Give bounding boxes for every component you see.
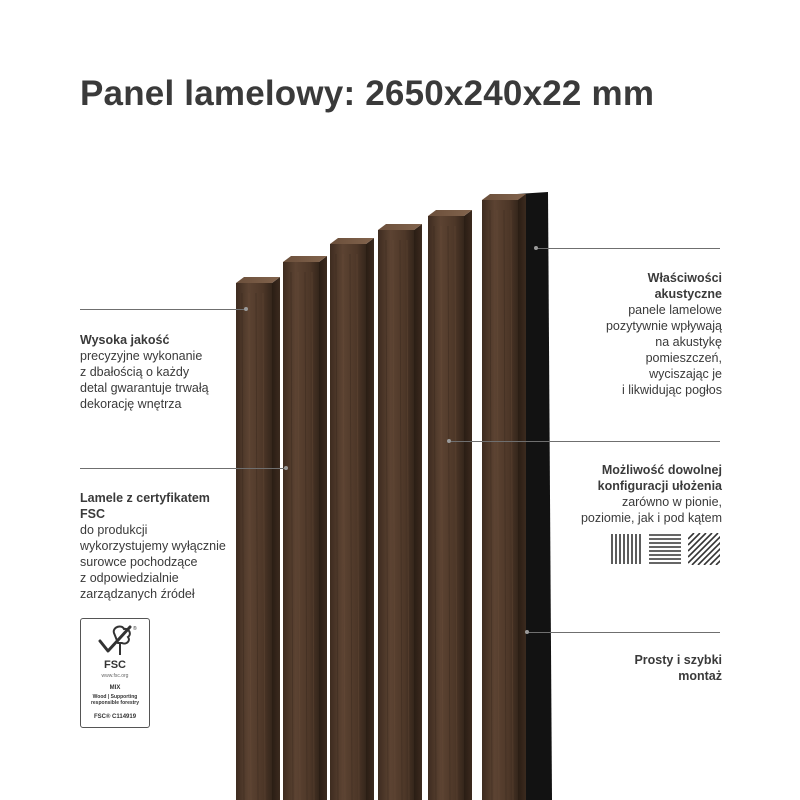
fsc-website: www.fsc.org bbox=[101, 673, 129, 679]
wood-slat-side bbox=[319, 256, 327, 800]
feature-heading-line: Lamele z certyfikatem bbox=[80, 491, 210, 505]
feature-heading-line: montaż bbox=[678, 669, 722, 683]
feature-mounting bbox=[532, 652, 722, 684]
feature-text-line: poziomie, jak i pod kątem bbox=[580, 511, 722, 525]
feature-text-line: wyciszając je bbox=[649, 367, 722, 381]
feature-heading-line: konfiguracji ułożenia bbox=[597, 479, 722, 493]
feature-configuration bbox=[532, 462, 722, 526]
wood-slat bbox=[428, 216, 464, 800]
leader-dot-quality bbox=[244, 307, 248, 311]
fsc-description: Wood | Supporting responsible forestry bbox=[90, 694, 140, 706]
svg-text:®: ® bbox=[133, 626, 137, 632]
vertical-lines-icon bbox=[612, 534, 640, 564]
leader-line-fsc bbox=[80, 468, 285, 469]
fsc-type: MIX bbox=[109, 685, 121, 691]
feature-text-line: detal gwarantuje trwałą bbox=[80, 381, 209, 395]
wood-slat-side bbox=[414, 224, 422, 800]
leader-dot-acoustic bbox=[534, 246, 538, 250]
feature-fsc bbox=[80, 490, 250, 602]
fsc-tree-check-icon bbox=[94, 623, 138, 659]
feature-quality bbox=[80, 332, 250, 412]
feature-text-line: do produkcji bbox=[80, 523, 148, 537]
feature-text-line: pomieszczeń, bbox=[645, 351, 722, 365]
page-title: Panel lamelowy: 2650x240x22 mm bbox=[80, 74, 655, 113]
feature-heading-line: akustyczne bbox=[654, 287, 722, 301]
feature-text-line: z odpowiedzialnie bbox=[80, 571, 179, 585]
fsc-code: FSC® C114919 bbox=[93, 714, 137, 720]
wood-slat-side bbox=[464, 210, 472, 800]
feature-text-line: pozytywnie wpływają bbox=[605, 319, 722, 333]
feature-text-line: wykorzystujemy wyłącznie bbox=[80, 539, 226, 553]
feature-text-line: zarządzanych źródeł bbox=[80, 587, 195, 601]
leader-line-mounting bbox=[528, 632, 720, 633]
feature-heading-line: Możliwość dowolnej bbox=[601, 463, 722, 477]
layout-patterns bbox=[610, 533, 720, 567]
leader-dot-fsc bbox=[284, 466, 288, 470]
feature-heading-line: Wysoka jakość bbox=[80, 333, 170, 347]
feature-text-line: surowce pochodzące bbox=[80, 555, 198, 569]
feature-heading-line: Prosty i szybki bbox=[634, 653, 722, 667]
feature-text-line: i likwidując pogłos bbox=[621, 383, 722, 397]
leader-dot-mounting bbox=[525, 630, 529, 634]
feature-heading-line: Właściwości bbox=[647, 271, 722, 285]
feature-text-line: dekorację wnętrza bbox=[80, 397, 182, 411]
fsc-logo-text: FSC bbox=[104, 659, 126, 671]
feature-acoustic bbox=[532, 270, 722, 398]
leader-line-configuration bbox=[450, 441, 720, 442]
feature-text-line: precyzyjne wykonanie bbox=[80, 349, 203, 363]
leader-dot-configuration bbox=[447, 439, 451, 443]
wood-slat-side bbox=[272, 277, 280, 800]
feature-text-line: na akustykę bbox=[655, 335, 722, 349]
wood-slat-side bbox=[366, 238, 374, 800]
horizontal-lines-icon bbox=[649, 535, 681, 563]
fsc-certificate-label bbox=[80, 618, 150, 728]
leader-line-quality bbox=[80, 309, 245, 310]
wood-slat bbox=[330, 244, 366, 800]
feature-text-line: z dbałością o każdy bbox=[80, 365, 190, 379]
feature-text-line: panele lamelowe bbox=[628, 303, 722, 317]
feature-heading-line: FSC bbox=[80, 507, 105, 521]
wood-slat-side bbox=[518, 194, 526, 800]
leader-line-acoustic bbox=[537, 248, 720, 249]
feature-text-line: zarówno w pionie, bbox=[621, 495, 722, 509]
diagonal-lines-icon bbox=[688, 533, 720, 565]
